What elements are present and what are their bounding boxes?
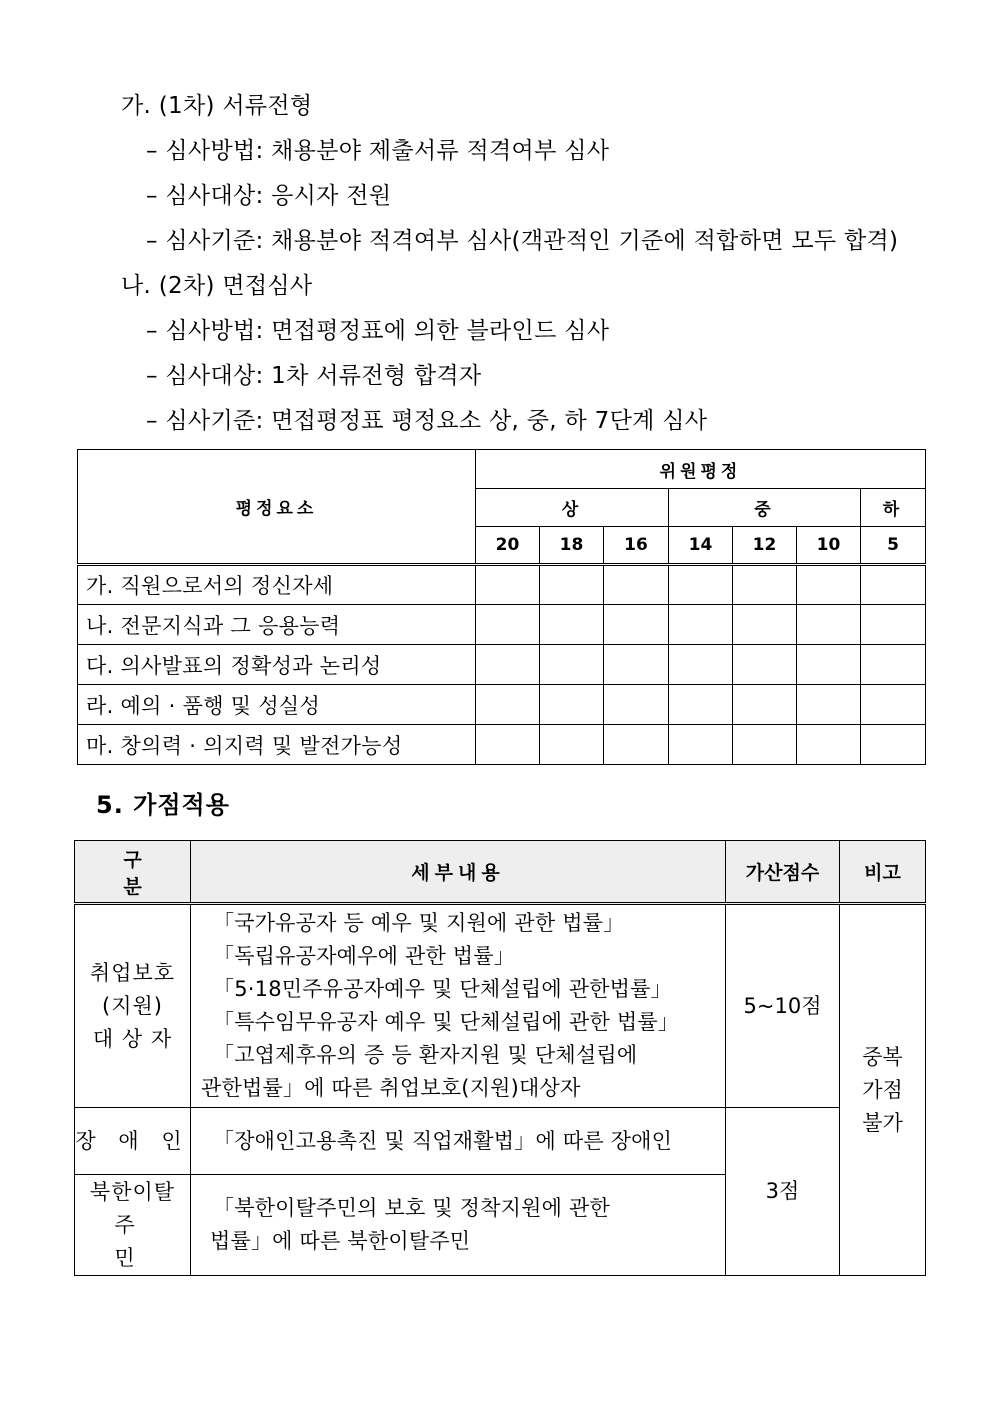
bonus-points-table	[74, 840, 926, 1276]
score-cell	[797, 685, 861, 725]
score-cell	[476, 605, 540, 645]
screening-a-title: 가. (1차) 서류전형	[121, 93, 313, 119]
category-cell	[75, 1108, 191, 1175]
score-cell	[797, 725, 861, 765]
category-line: 장 애 인	[75, 1128, 190, 1153]
category-line: 대 상 자	[92, 1026, 173, 1051]
table-row	[78, 685, 926, 725]
table-row	[78, 565, 926, 605]
score-cell	[540, 725, 604, 765]
table-row	[78, 605, 926, 645]
score-cell	[733, 725, 797, 765]
level-mid-header: 중	[669, 489, 861, 527]
detail-line: 법률」에 따른 북한이탈주민	[210, 1229, 471, 1253]
evaluation-element: 가. 직원으로서의 정신자세	[78, 565, 476, 605]
screening-a-criteria: – 심사기준: 채용분야 적격여부 심사(객관적인 기준에 적합하면 모두 합격)	[146, 228, 899, 254]
score-cell	[861, 605, 926, 645]
detail-line: 「국가유공자 등 예우 및 지원에 관한 법률」	[213, 911, 625, 935]
score-cell	[861, 725, 926, 765]
score-cell	[476, 565, 540, 605]
score-cell	[797, 645, 861, 685]
level-low-header: 하	[861, 489, 926, 527]
score-header: 14	[669, 527, 733, 565]
detail-line: 「고엽제후유의 증 등 환자지원 및 단체설립에	[213, 1043, 638, 1067]
score-cell	[476, 685, 540, 725]
level-high-header: 상	[476, 489, 669, 527]
score-cell	[669, 645, 733, 685]
table-row	[78, 645, 926, 685]
detail-line: 「특수임무유공자 예우 및 단체설립에 관한 법률」	[213, 1010, 680, 1034]
score-header: 20	[476, 527, 540, 565]
score-cell	[669, 685, 733, 725]
screening-b-method: – 심사방법: 면접평정표에 의한 블라인드 심사	[146, 318, 610, 344]
screening-a-target: – 심사대상: 응시자 전원	[146, 183, 392, 209]
committee-evaluation-header: 위원평정	[476, 450, 926, 489]
table-row	[78, 725, 926, 765]
category-cell	[75, 904, 191, 1108]
note-cell	[840, 904, 926, 1276]
detail-line: 「북한이탈주민의 보호 및 정착지원에 관한	[213, 1196, 610, 1220]
score-cell	[669, 605, 733, 645]
points-header: 가산점수	[726, 841, 840, 904]
screening-a-method: – 심사방법: 채용분야 제출서류 적격여부 심사	[146, 138, 610, 164]
evaluation-element: 마. 창의력 · 의지력 및 발전가능성	[78, 725, 476, 765]
score-header: 16	[604, 527, 669, 565]
evaluation-element-header: 평정요소	[78, 450, 476, 565]
score-cell	[861, 565, 926, 605]
detail-line: 「장애인고용촉진 및 직업재활법」에 따른 장애인	[213, 1128, 673, 1153]
score-cell	[540, 605, 604, 645]
screening-b-criteria: – 심사기준: 면접평정표 평정요소 상, 중, 하 7단계 심사	[146, 408, 708, 434]
detail-line: 관한법률」에 따른 취업보호(지원)대상자	[201, 1076, 581, 1100]
score-cell	[604, 685, 669, 725]
score-cell	[669, 725, 733, 765]
category-line: 북한이탈	[89, 1179, 176, 1204]
evaluation-element: 라. 예의 · 품행 및 성실성	[78, 685, 476, 725]
score-cell	[861, 645, 926, 685]
note-line: 가점	[862, 1077, 903, 1102]
interview-evaluation-table	[77, 449, 926, 765]
screening-b-target: – 심사대상: 1차 서류전형 합격자	[146, 363, 482, 389]
score-cell	[476, 645, 540, 685]
score-cell	[797, 565, 861, 605]
score-cell	[604, 565, 669, 605]
category-cell	[75, 1175, 191, 1276]
category-header: 구 분	[75, 841, 191, 904]
score-cell	[476, 725, 540, 765]
detail-cell	[191, 904, 726, 1108]
note-line: 중복	[862, 1044, 903, 1069]
evaluation-element: 다. 의사발표의 정확성과 논리성	[78, 645, 476, 685]
score-header: 10	[797, 527, 861, 565]
score-cell	[604, 605, 669, 645]
score-cell	[797, 605, 861, 645]
score-cell	[540, 565, 604, 605]
table-row	[75, 904, 926, 1108]
category-line: 주 민	[114, 1212, 165, 1270]
section-title-bonus: 5. 가점적용	[96, 791, 230, 819]
score-header: 5	[861, 527, 926, 565]
score-cell	[861, 685, 926, 725]
note-header: 비고	[840, 841, 926, 904]
points-cell: 5~10점	[726, 904, 840, 1108]
score-cell	[540, 645, 604, 685]
score-cell	[604, 725, 669, 765]
table-row	[75, 1108, 926, 1175]
score-cell	[733, 645, 797, 685]
note-line: 불가	[862, 1110, 903, 1135]
score-header: 18	[540, 527, 604, 565]
score-cell	[604, 645, 669, 685]
score-cell	[733, 685, 797, 725]
score-cell	[669, 565, 733, 605]
score-cell	[733, 565, 797, 605]
detail-cell	[191, 1108, 726, 1175]
score-cell	[540, 685, 604, 725]
detail-header: 세부내용	[191, 841, 726, 904]
category-line: 취업보호	[89, 960, 176, 985]
score-header: 12	[733, 527, 797, 565]
detail-cell	[191, 1175, 726, 1276]
evaluation-element: 나. 전문지식과 그 응용능력	[78, 605, 476, 645]
detail-line: 「5·18민주유공자예우 및 단체설립에 관한법률」	[213, 977, 672, 1001]
detail-line: 「독립유공자예우에 관한 법률」	[213, 944, 515, 968]
category-line: (지원)	[102, 993, 163, 1018]
score-cell	[733, 605, 797, 645]
points-cell: 3점	[726, 1108, 840, 1276]
screening-b-title: 나. (2차) 면접심사	[121, 273, 313, 299]
